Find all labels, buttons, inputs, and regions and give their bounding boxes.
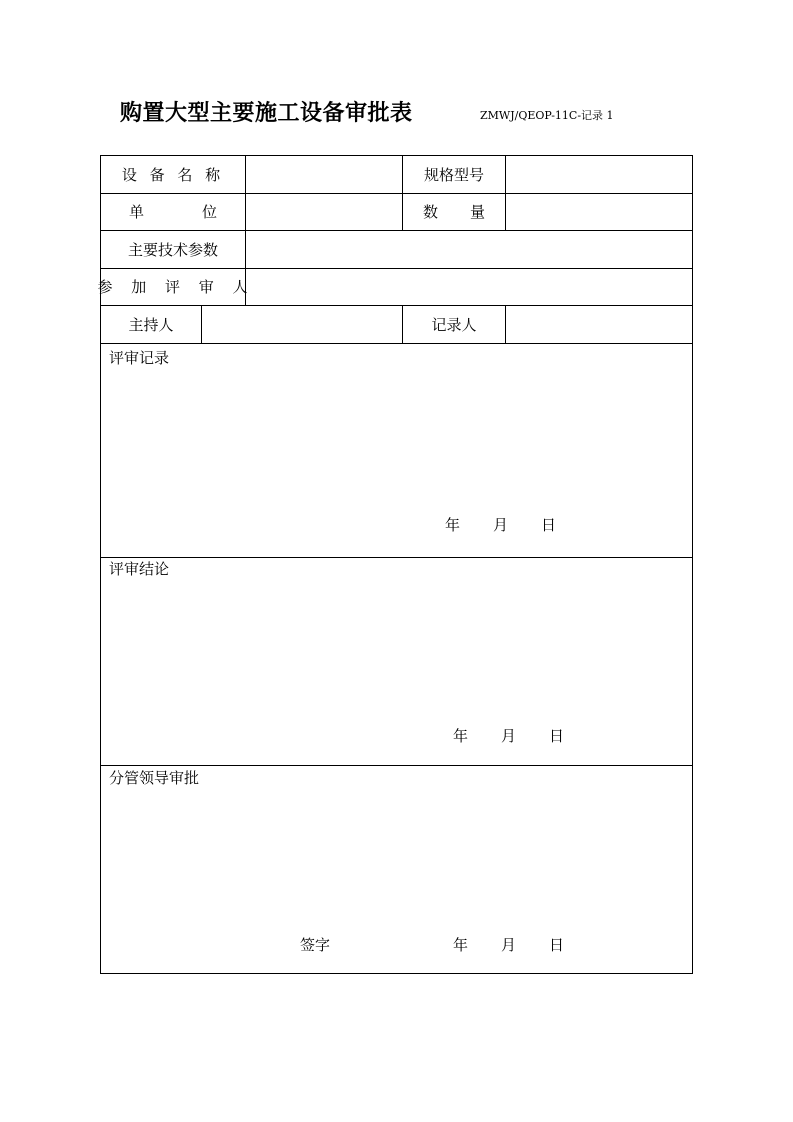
equipment-name-label: 设 备 名 称	[121, 166, 225, 184]
tech-params-field[interactable]	[246, 231, 692, 267]
form-title: 购置大型主要施工设备审批表	[120, 101, 413, 126]
leader-approval-day: 日	[549, 936, 565, 954]
quantity-label-part2: 量	[469, 203, 485, 221]
tech-params-label: 主要技术参数	[127, 240, 218, 259]
reviewers-field[interactable]	[246, 269, 692, 304]
unit-field[interactable]	[246, 194, 401, 229]
reviewers-label: 参 加 评 审 人	[97, 278, 255, 296]
review-record-day: 日	[541, 516, 557, 534]
host-field[interactable]	[202, 306, 401, 342]
leader-approval-title: 分管领导审批	[109, 769, 200, 787]
leader-approval-signature-label: 签字	[300, 936, 331, 954]
review-record-month: 月	[493, 516, 509, 534]
recorder-field[interactable]	[506, 306, 692, 342]
equipment-name-field[interactable]	[246, 157, 401, 192]
leader-approval-year: 年	[453, 936, 469, 954]
approval-form-table	[97, 155, 693, 974]
review-conclusion-area[interactable]	[101, 558, 692, 764]
quantity-field[interactable]	[506, 194, 692, 229]
host-label: 主持人	[128, 315, 174, 334]
leader-approval-month: 月	[501, 936, 517, 954]
review-record-year: 年	[445, 516, 461, 534]
review-conclusion-month: 月	[501, 727, 517, 745]
quantity-label-part1: 数	[423, 203, 439, 221]
form-code: ZMWJ/QEOP-11C-记录 1	[480, 109, 614, 122]
review-conclusion-year: 年	[453, 727, 469, 745]
unit-label-part2: 位	[201, 203, 217, 221]
review-record-title: 评审记录	[109, 349, 170, 367]
unit-label-part1: 单	[129, 203, 145, 221]
unit-label	[101, 193, 245, 230]
leader-approval-area[interactable]	[101, 766, 692, 973]
review-conclusion-title: 评审结论	[109, 560, 170, 578]
model-spec-field[interactable]	[506, 157, 692, 192]
quantity-label	[403, 193, 505, 230]
model-spec-label: 规格型号	[423, 166, 484, 184]
review-conclusion-day: 日	[549, 727, 565, 745]
review-record-area[interactable]	[101, 344, 692, 556]
recorder-label: 记录人	[431, 315, 477, 334]
